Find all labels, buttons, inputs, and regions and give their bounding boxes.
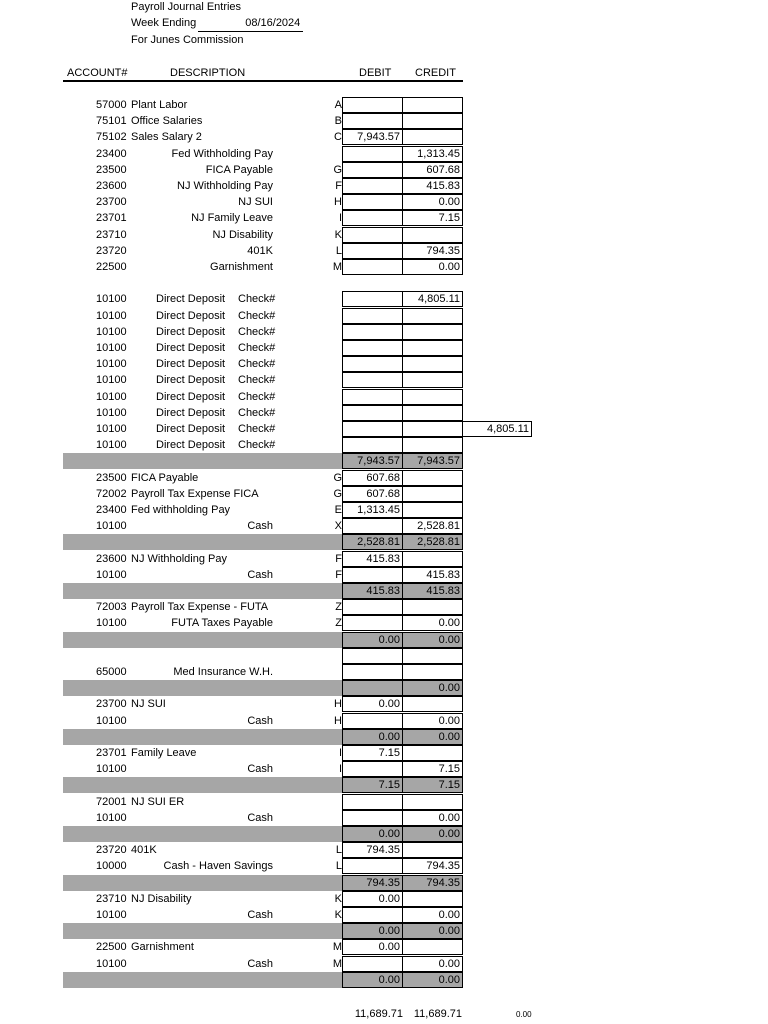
debit-column-header: DEBIT [359, 67, 392, 79]
account-number: 72002 [96, 488, 127, 500]
account-number: 10100 [96, 407, 127, 419]
credit-cell: 0.00 [402, 713, 463, 729]
row-description: Sales Salary 2 [131, 131, 202, 143]
row-description: Direct Deposit [156, 423, 226, 435]
total-credit-cell: 0.00 [402, 632, 463, 648]
entry-code: G [333, 164, 342, 176]
total-debit-cell: 7.15 [342, 777, 403, 793]
credit-cell: 794.35 [402, 243, 463, 259]
credit-cell: 4,805.11 [402, 291, 463, 307]
page-title: Payroll Journal Entries [131, 1, 242, 13]
debit-cell [342, 599, 403, 615]
account-number: 10100 [96, 293, 127, 305]
credit-cell [402, 437, 463, 453]
account-number: 10100 [96, 812, 127, 824]
entry-code: C [334, 131, 342, 143]
credit-cell [402, 324, 463, 340]
check-label: Check# [238, 423, 276, 435]
row-description: Garnishment [210, 261, 273, 273]
week-ending-label: Week Ending [131, 17, 197, 29]
credit-cell [402, 551, 463, 567]
check-label: Check# [238, 342, 276, 354]
debit-cell [342, 648, 403, 664]
credit-cell [402, 356, 463, 372]
row-description: Direct Deposit [156, 326, 226, 338]
total-debit-cell: 0.00 [342, 972, 403, 988]
total-credit-cell: 0.00 [402, 729, 463, 745]
entry-code: B [334, 115, 342, 127]
entry-code: I [338, 747, 342, 759]
total-credit-cell: 0.00 [402, 826, 463, 842]
row-description: NJ Withholding Pay [131, 553, 227, 565]
description-column-header: DESCRIPTION [170, 67, 246, 79]
row-description: Cash [247, 812, 273, 824]
row-description: Cash [247, 763, 273, 775]
account-number: 10100 [96, 763, 127, 775]
account-number: 23710 [96, 893, 127, 905]
debit-cell [342, 243, 403, 259]
entry-code: I [338, 212, 342, 224]
total-credit-cell: 7,943.57 [402, 453, 463, 469]
entry-code: M [332, 958, 342, 970]
total-debit-cell: 0.00 [342, 729, 403, 745]
credit-cell: 7.15 [402, 210, 463, 226]
total-credit-cell: 0.00 [402, 923, 463, 939]
debit-cell [342, 291, 403, 307]
debit-cell [342, 356, 403, 372]
week-ending-value: 08/16/2024 [198, 15, 303, 32]
row-description: Plant Labor [131, 99, 188, 111]
credit-cell [402, 421, 463, 437]
total-credit-cell: 2,528.81 [402, 534, 463, 550]
credit-cell: 0.00 [402, 956, 463, 972]
account-number: 10100 [96, 520, 127, 532]
entry-code: H [334, 715, 342, 727]
row-description: NJ SUI ER [131, 796, 185, 808]
account-number: 10100 [96, 439, 127, 451]
credit-cell [402, 745, 463, 761]
total-debit-cell: 0.00 [342, 923, 403, 939]
credit-cell [402, 308, 463, 324]
credit-cell [402, 97, 463, 113]
account-number: 10100 [96, 342, 127, 354]
entry-code: Z [335, 601, 342, 613]
check-label: Check# [238, 374, 276, 386]
total-credit-cell: 7.15 [402, 777, 463, 793]
credit-cell [402, 470, 463, 486]
account-number: 10100 [96, 569, 127, 581]
row-description: Cash [247, 909, 273, 921]
row-description: Payroll Tax Expense FICA [131, 488, 259, 500]
check-label: Check# [238, 326, 276, 338]
account-number: 10100 [96, 909, 127, 921]
credit-cell: 2,528.81 [402, 518, 463, 534]
debit-cell [342, 340, 403, 356]
total-debit-cell: 415.83 [342, 583, 403, 599]
debit-cell [342, 518, 403, 534]
entry-code: K [334, 893, 342, 905]
entry-code: F [335, 569, 342, 581]
credit-cell: 794.35 [402, 858, 463, 874]
total-debit-cell [342, 680, 403, 696]
debit-cell [342, 761, 403, 777]
credit-cell: 415.83 [402, 178, 463, 194]
credit-cell [402, 389, 463, 405]
credit-cell [402, 599, 463, 615]
row-description: FICA Payable [205, 164, 273, 176]
debit-cell [342, 858, 403, 874]
credit-cell: 0.00 [402, 194, 463, 210]
debit-cell: 0.00 [342, 696, 403, 712]
debit-cell [342, 437, 403, 453]
account-number: 10100 [96, 358, 127, 370]
credit-cell: 0.00 [402, 810, 463, 826]
account-number: 23500 [96, 164, 127, 176]
account-column-header: ACCOUNT# [67, 67, 128, 79]
total-debit-cell: 7,943.57 [342, 453, 403, 469]
credit-cell [402, 664, 463, 680]
entry-code: I [338, 763, 342, 775]
account-number: 72001 [96, 796, 127, 808]
credit-cell [402, 891, 463, 907]
debit-cell [342, 810, 403, 826]
debit-cell: 1,313.45 [342, 502, 403, 518]
row-description: 401K [131, 844, 157, 856]
account-number: 22500 [96, 261, 127, 273]
credit-cell: 0.00 [402, 615, 463, 631]
entry-code: K [334, 909, 342, 921]
credit-cell: 607.68 [402, 162, 463, 178]
account-number: 75101 [96, 115, 127, 127]
account-number: 23400 [96, 504, 127, 516]
credit-cell [402, 696, 463, 712]
debit-cell [342, 956, 403, 972]
credit-cell [402, 794, 463, 810]
credit-cell [402, 648, 463, 664]
page-subtitle: For Junes Commission [131, 34, 244, 46]
row-description: Direct Deposit [156, 293, 226, 305]
account-number: 10100 [96, 374, 127, 386]
debit-cell [342, 210, 403, 226]
debit-cell [342, 259, 403, 275]
credit-cell: 0.00 [402, 907, 463, 923]
account-number: 23701 [96, 212, 127, 224]
total-credit-cell: 0.00 [402, 680, 463, 696]
debit-cell: 794.35 [342, 842, 403, 858]
debit-cell [342, 308, 403, 324]
account-number: 10000 [96, 860, 127, 872]
account-number: 10100 [96, 423, 127, 435]
credit-cell [402, 372, 463, 388]
account-number: 65000 [96, 666, 127, 678]
debit-cell [342, 178, 403, 194]
debit-cell [342, 664, 403, 680]
credit-cell [402, 227, 463, 243]
account-number: 23600 [96, 180, 127, 192]
debit-cell [342, 907, 403, 923]
debit-cell [342, 162, 403, 178]
account-number: 10100 [96, 715, 127, 727]
row-description: NJ SUI [131, 698, 166, 710]
account-number: 23700 [96, 196, 127, 208]
total-credit-cell: 0.00 [402, 972, 463, 988]
account-number: 10100 [96, 391, 127, 403]
debit-cell: 607.68 [342, 486, 403, 502]
row-description: FICA Payable [131, 472, 199, 484]
account-number: 75102 [96, 131, 127, 143]
row-description: Fed withholding Pay [131, 504, 231, 516]
grand-total-debit: 11,689.71 [354, 1008, 403, 1020]
debit-cell [342, 146, 403, 162]
account-number: 23600 [96, 553, 127, 565]
row-description: Garnishment [131, 941, 194, 953]
credit-cell: 1,313.45 [402, 146, 463, 162]
header-rule [63, 80, 463, 82]
total-credit-cell: 794.35 [402, 875, 463, 891]
debit-cell: 607.68 [342, 470, 403, 486]
row-description: Cash [247, 958, 273, 970]
row-description: Direct Deposit [156, 342, 226, 354]
check-label: Check# [238, 439, 276, 451]
account-number: 23700 [96, 698, 127, 710]
debit-cell [342, 372, 403, 388]
row-description: Cash [247, 715, 273, 727]
debit-cell [342, 389, 403, 405]
row-description: NJ Family Leave [191, 212, 273, 224]
row-description: Fed Withholding Pay [171, 148, 273, 160]
debit-cell [342, 405, 403, 421]
entry-code: A [334, 99, 342, 111]
credit-cell [402, 502, 463, 518]
debit-cell [342, 324, 403, 340]
row-description: Direct Deposit [156, 358, 226, 370]
account-number: 10100 [96, 310, 127, 322]
check-label: Check# [238, 407, 276, 419]
credit-cell [402, 939, 463, 955]
credit-cell [402, 842, 463, 858]
grand-total-credit: 11,689.71 [413, 1008, 462, 1020]
check-label: Check# [238, 293, 276, 305]
total-debit-cell: 0.00 [342, 632, 403, 648]
row-description: Cash - Haven Savings [163, 860, 273, 872]
check-label: Check# [238, 310, 276, 322]
debit-cell [342, 615, 403, 631]
row-description: Cash [247, 569, 273, 581]
account-number: 23701 [96, 747, 127, 759]
entry-code: F [335, 553, 342, 565]
row-description: Office Salaries [131, 115, 203, 127]
total-debit-cell: 0.00 [342, 826, 403, 842]
debit-cell [342, 713, 403, 729]
entry-code: H [334, 196, 342, 208]
row-description: NJ Disability [212, 229, 273, 241]
account-number: 10100 [96, 326, 127, 338]
credit-column-header: CREDIT [415, 67, 456, 79]
debit-cell [342, 113, 403, 129]
entry-code: L [335, 844, 342, 856]
entry-code: Z [335, 617, 342, 629]
account-number: 23720 [96, 245, 127, 257]
grand-total-difference: 0.00 [516, 1010, 532, 1019]
row-description: NJ SUI [238, 196, 273, 208]
credit-cell: 7.15 [402, 761, 463, 777]
debit-cell [342, 227, 403, 243]
entry-code: F [335, 180, 342, 192]
entry-code: K [334, 229, 342, 241]
check-label: Check# [238, 358, 276, 370]
total-credit-cell: 415.83 [402, 583, 463, 599]
row-description: NJ Disability [131, 893, 192, 905]
row-description: Direct Deposit [156, 407, 226, 419]
credit-cell [402, 113, 463, 129]
debit-cell [342, 194, 403, 210]
debit-cell [342, 421, 403, 437]
debit-cell [342, 97, 403, 113]
account-number: 57000 [96, 99, 127, 111]
debit-cell: 0.00 [342, 891, 403, 907]
row-description: Direct Deposit [156, 439, 226, 451]
account-number: 23710 [96, 229, 127, 241]
row-description: Med Insurance W.H. [173, 666, 273, 678]
entry-code: M [332, 941, 342, 953]
account-number: 10100 [96, 617, 127, 629]
entry-code: G [333, 472, 342, 484]
entry-code: E [334, 504, 342, 516]
account-number: 10100 [96, 958, 127, 970]
row-description: NJ Withholding Pay [177, 180, 273, 192]
total-debit-cell: 794.35 [342, 875, 403, 891]
credit-cell: 415.83 [402, 567, 463, 583]
credit-cell [402, 405, 463, 421]
entry-code: L [335, 860, 342, 872]
row-description: Cash [247, 520, 273, 532]
row-description: Family Leave [131, 747, 197, 759]
credit-cell [402, 340, 463, 356]
row-description: Direct Deposit [156, 310, 226, 322]
row-description: Direct Deposit [156, 391, 226, 403]
debit-cell: 0.00 [342, 939, 403, 955]
credit-cell [402, 129, 463, 145]
check-label: Check# [238, 391, 276, 403]
week-ending [131, 15, 303, 32]
debit-cell [342, 794, 403, 810]
row-description: Payroll Tax Expense - FUTA [131, 601, 269, 613]
side-total-cell: 4,805.11 [462, 421, 532, 437]
row-description: FUTA Taxes Payable [171, 617, 273, 629]
debit-cell: 7,943.57 [342, 129, 403, 145]
account-number: 22500 [96, 941, 127, 953]
entry-code: M [332, 261, 342, 273]
credit-cell [402, 486, 463, 502]
account-number: 23500 [96, 472, 127, 484]
row-description: Direct Deposit [156, 374, 226, 386]
entry-code: H [334, 698, 342, 710]
account-number: 72003 [96, 601, 127, 613]
account-number: 23720 [96, 844, 127, 856]
entry-code: X [334, 520, 342, 532]
debit-cell: 7.15 [342, 745, 403, 761]
row-description: 401K [247, 245, 273, 257]
credit-cell: 0.00 [402, 259, 463, 275]
account-number: 23400 [96, 148, 127, 160]
total-debit-cell: 2,528.81 [342, 534, 403, 550]
debit-cell: 415.83 [342, 551, 403, 567]
entry-code: G [333, 488, 342, 500]
entry-code: L [335, 245, 342, 257]
debit-cell [342, 567, 403, 583]
